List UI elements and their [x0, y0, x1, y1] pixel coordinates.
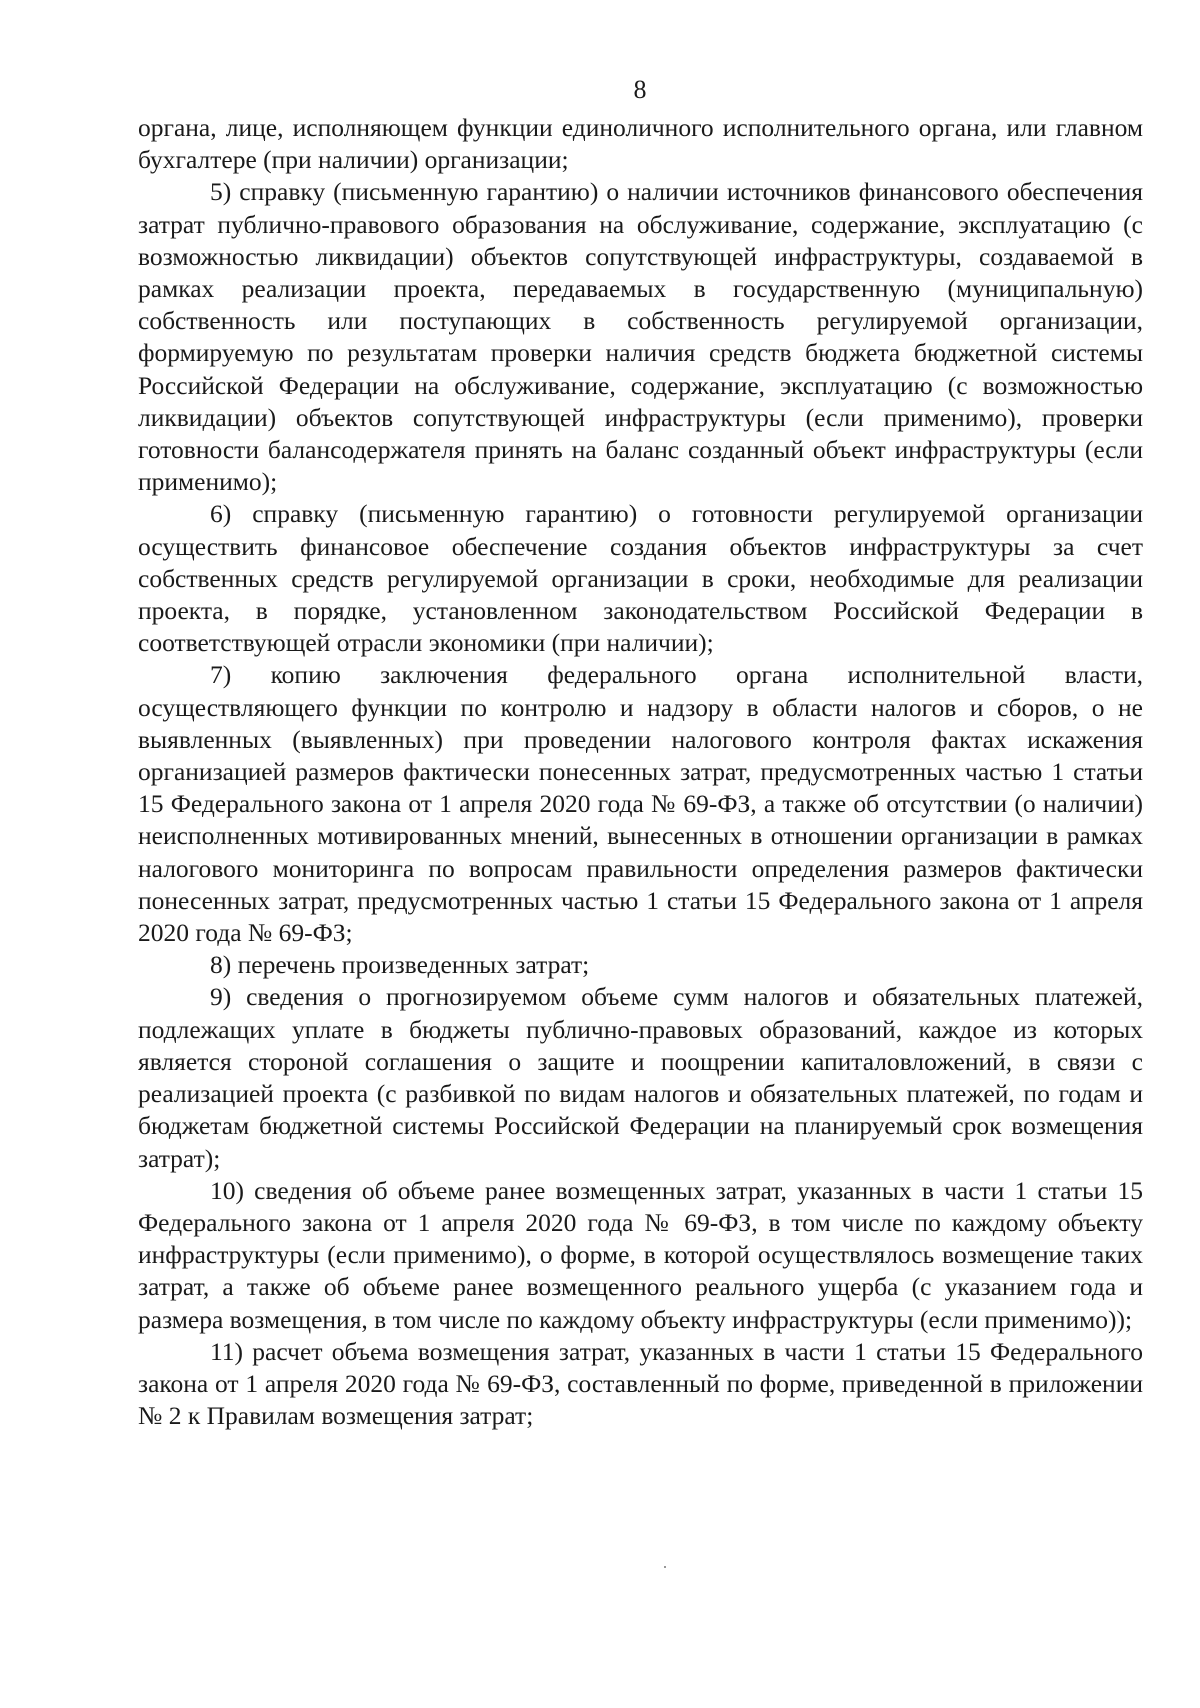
- list-item-6: 6) справку (письменную гарантию) о готовности регулируемой организации осуществить финансовое обеспечение создания объектов инфраструктуры за счет собственных средств регулируемой организации в сроки, необходимые для реализации проекта, в порядке, установленном законодательством Российской Федерации в соответствующей отрасли экономики (при наличии);: [138, 499, 1143, 658]
- paragraph-continuation: органа, лице, исполняющем функции единоличного исполнительного органа, или главном бухгалтере (при наличии) организации;: [138, 113, 1143, 175]
- list-item-5: 5) справку (письменную гарантию) о наличии источников финансового обеспечения затрат публично-правового образования на обслуживание, содержание, эксплуатацию (с возможностью ликвидации) объектов сопутствующей инфраструктуры, создаваемой в рамках реализации проекта, передаваемых в государственную (муниципальную) собственность или поступающих в собственность регулируемой организации, формируемую по результатам проверки наличия средств бюджета бюджетной системы Российской Федерации на обслуживание, содержание, эксплуатацию (с возможностью ликвидации) объектов сопутствующей инфраструктуры (если применимо), проверки готовности балансодержателя принять на баланс созданный объект инфраструктуры (если применимо);: [138, 177, 1143, 497]
- list-item-10: 10) сведения об объеме ранее возмещенных затрат, указанных в части 1 статьи 15 Федерального закона от 1 апреля 2020 года № 69-ФЗ, в том числе по каждому объекту инфраструктуры (если применимо), о форме, в которой осуществлялось возмещение таких затрат, а также об объеме ранее возмещенного реального ущерба (с указанием года и размера возмещения, в том числе по каждому объекту инфраструктуры (если применимо));: [138, 1175, 1143, 1334]
- list-item-11: 11) расчет объема возмещения затрат, указанных в части 1 статьи 15 Федерального закона от 1 апреля 2020 года № 69-ФЗ, составленный по форме, приведенной в приложении № 2 к Правилам возмещения затрат;: [138, 1336, 1143, 1431]
- list-item-7: 7) копию заключения федерального органа исполнительной власти, осуществляющего функции по контролю и надзору в области налогов и сборов, о не выявленных (выявленных) при проведении налогового контроля фактах искажения организацией размеров фактически понесенных затрат, предусмотренных частью 1 статьи 15 Федерального закона от 1 апреля 2020 года № 69-ФЗ, а также об отсутствии (о наличии) неисполненных мотивированных мнений, вынесенных в отношении организации в рамках налогового мониторинга по вопросам правильности определения размеров фактически понесенных затрат, предусмотренных частью 1 статьи 15 Федерального закона от 1 апреля 2020 года № 69-ФЗ;: [138, 660, 1143, 948]
- list-item-9: 9) сведения о прогнозируемом объеме сумм налогов и обязательных платежей, подлежащих уплате в бюджеты публично-правовых образований, каждое из которых является стороной соглашения о защите и поощрении капиталовложений, в связи с реализацией проекта (с разбивкой по видам налогов и обязательных платежей, по годам и бюджетам бюджетной системы Российской Федерации на планируемый срок возмещения затрат);: [138, 982, 1143, 1173]
- page-number: 8: [633, 75, 647, 104]
- scan-speck: [664, 1566, 666, 1568]
- list-item-8: 8) перечень произведенных затрат;: [210, 950, 590, 980]
- document-body: [138, 112, 1143, 1432]
